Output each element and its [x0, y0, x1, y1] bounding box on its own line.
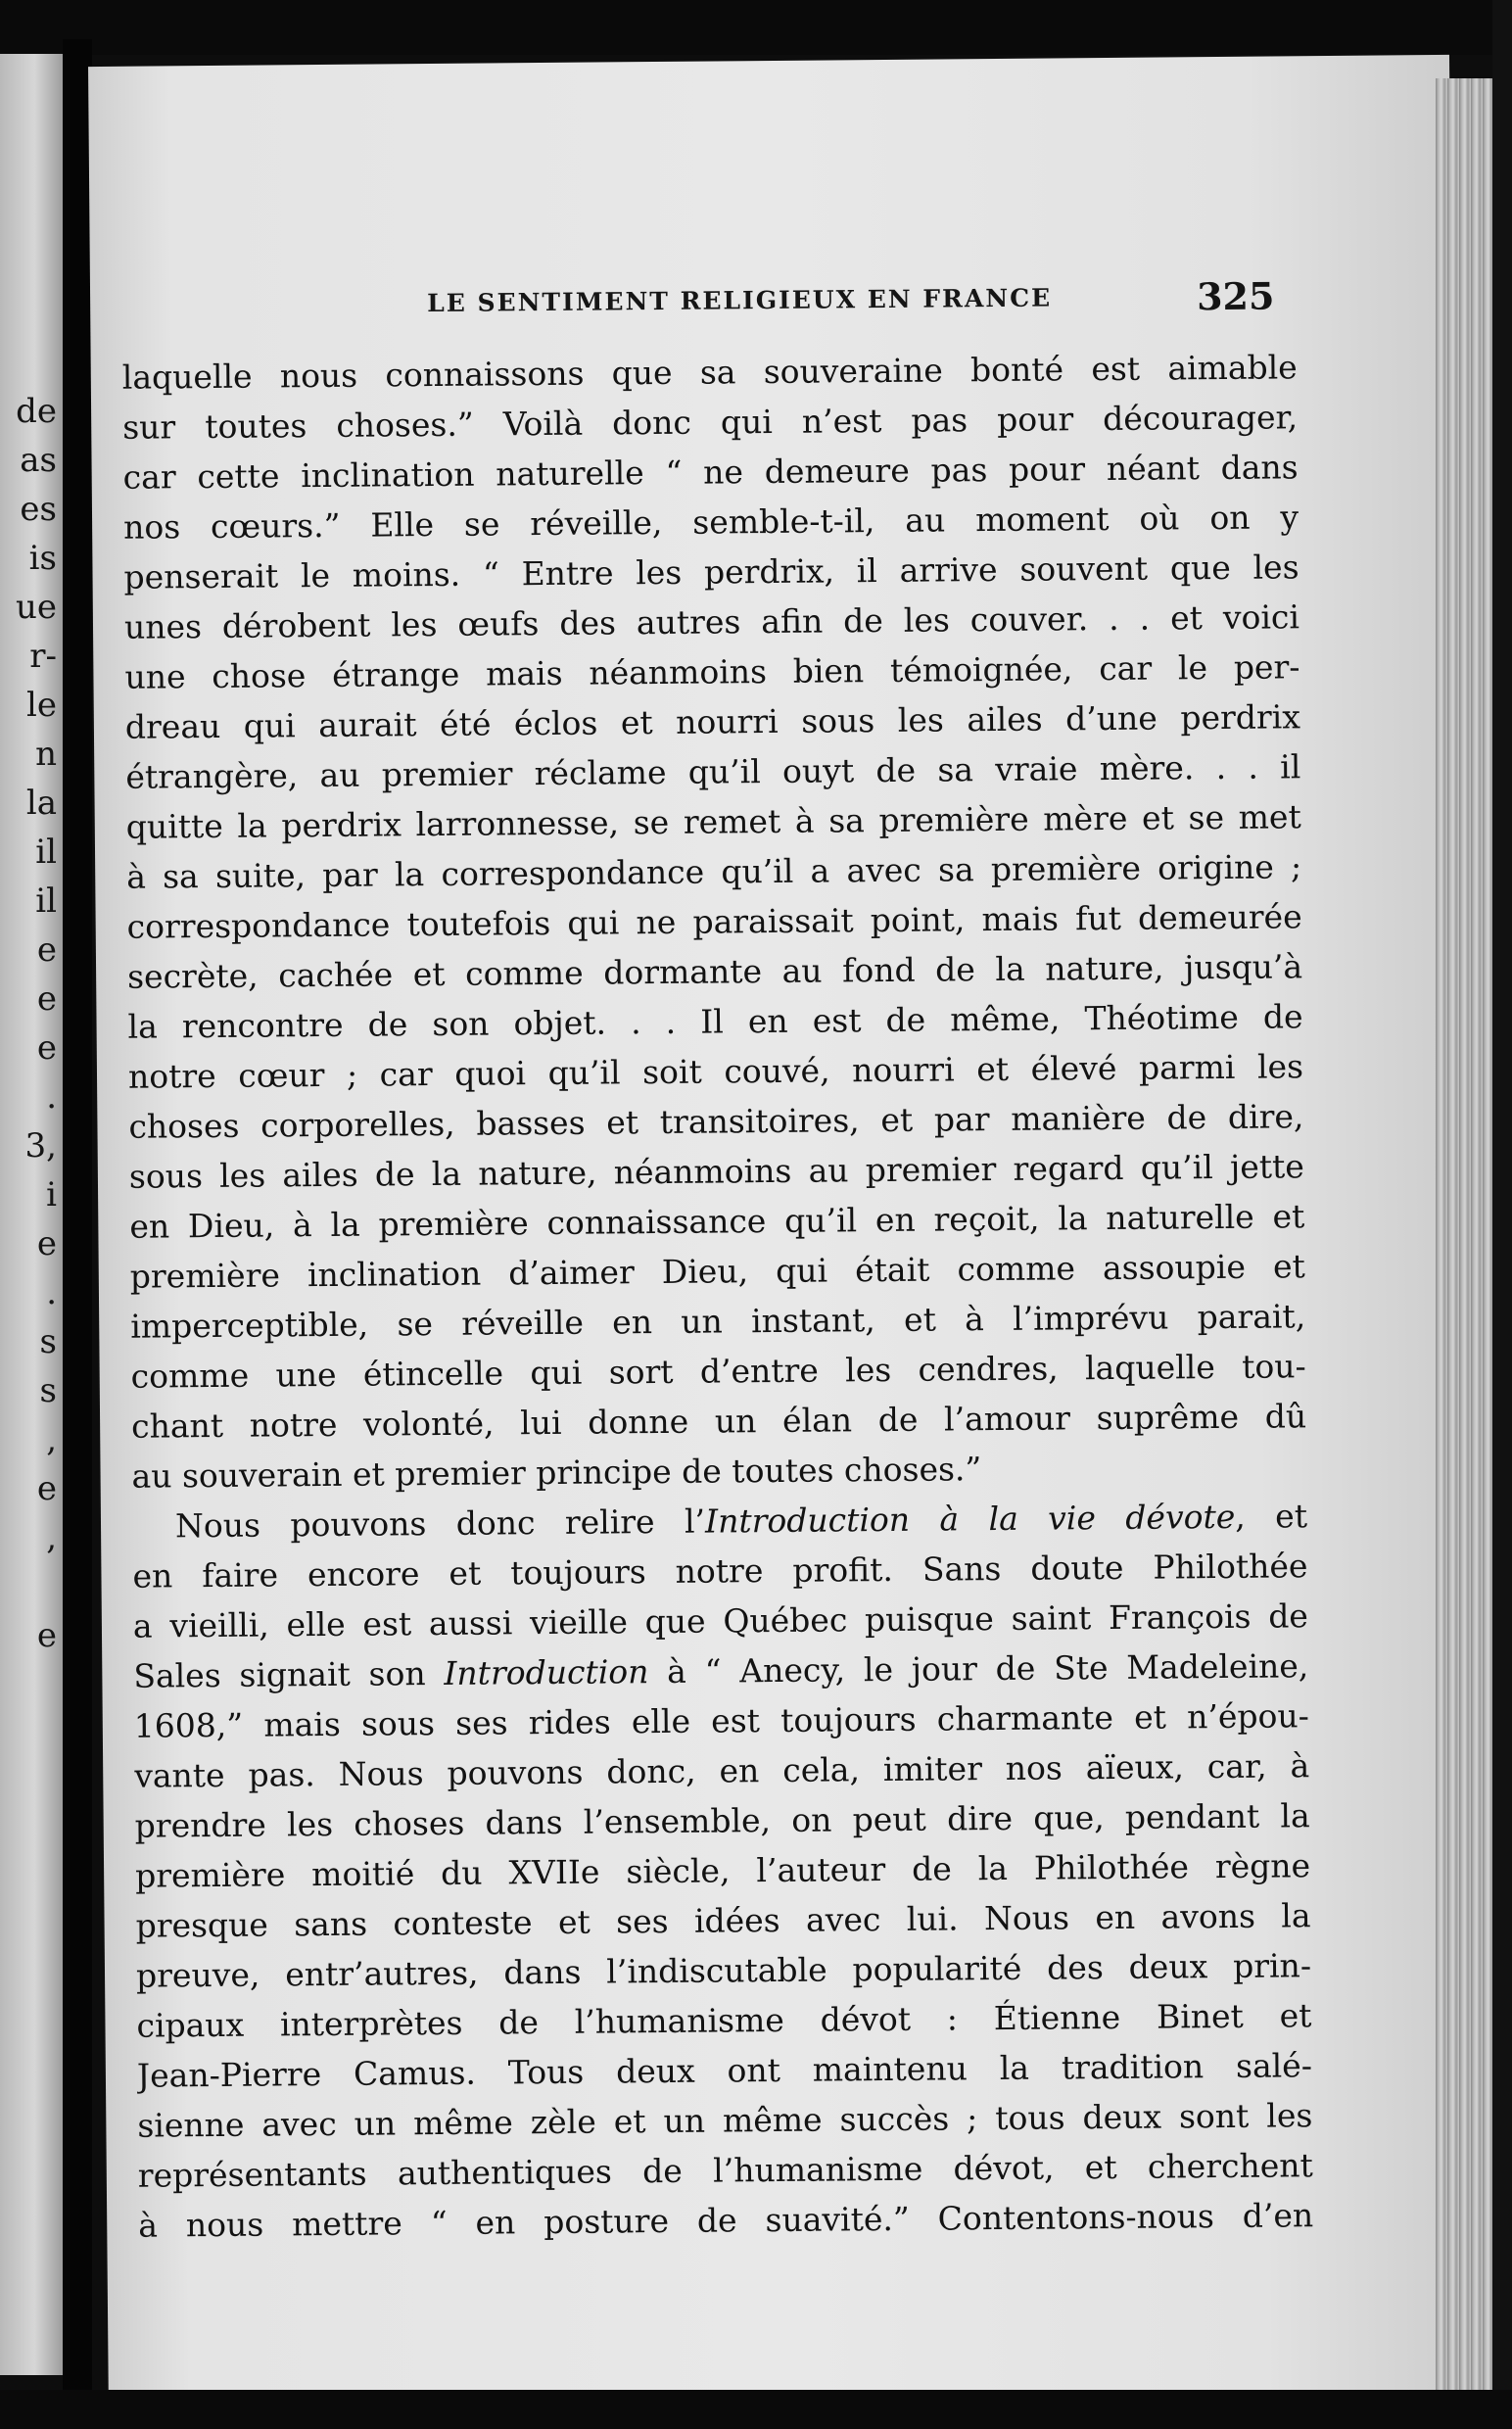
previous-page-fragment: n	[35, 735, 57, 774]
text-line: car cette inclination naturelle “ ne demeure pas pour néant dans	[122, 448, 1299, 497]
text-line: en faire encore et toujours notre profit. Sans doute Philothée	[132, 1547, 1308, 1596]
text-line: à nous mettre “ en posture de suavité.” Contentons-nous d’en	[138, 2196, 1314, 2245]
text-line: laquelle nous connaissons que sa souveraine bonté est aimable	[121, 348, 1298, 397]
text-line: étrangère, au premier réclame qu’il ouyt de sa vraie mère. . . il	[125, 747, 1301, 796]
scan-top-border	[0, 0, 1512, 55]
text-line: secrète, cachée et comme dormante au fond de la nature, jusqu’à	[126, 947, 1303, 996]
text-line: imperceptible, se réveille en un instant, et à l’imprévu parait,	[130, 1297, 1306, 1346]
previous-page-fragment: e	[36, 1469, 57, 1508]
text-line: Jean-Pierre Camus. Tous deux ont maintenu la tradition salé-	[136, 2046, 1313, 2095]
text-line: 1608,” mais sous ses rides elle est toujours charmante et n’épou-	[133, 1696, 1309, 1745]
previous-page-fragment: il	[35, 833, 57, 872]
previous-page-fragment: le	[26, 686, 57, 725]
previous-page-fragment: e	[36, 1616, 57, 1655]
previous-page-fragment: ,	[46, 1420, 57, 1459]
text-line: correspondance toutefois qui ne paraissait point, mais fut demeurée	[126, 897, 1302, 946]
previous-page-fragment: e	[36, 930, 57, 970]
previous-page-fragment: e	[36, 979, 57, 1019]
text-line: première inclination d’aimer Dieu, qui était comme assoupie et	[129, 1247, 1305, 1296]
text-line: prendre les choses dans l’ensemble, on peut dire que, pendant la	[134, 1796, 1310, 1845]
text-line: penserait le moins. “ Entre les perdrix, il arrive souvent que les	[123, 548, 1299, 596]
previous-page-fragment: is	[28, 539, 57, 578]
previous-page-fragment: 3,	[24, 1126, 57, 1166]
previous-page-fragment: il	[35, 881, 57, 921]
text-line: première moitié du XVIIe siècle, l’auteur de la Philothée règne	[134, 1846, 1311, 1895]
previous-page-fragment: la	[25, 784, 57, 823]
book-title-italic: Introduction à la vie dévote	[704, 1497, 1236, 1541]
text-line: sous les ailes de la nature, néanmoins au premier regard qu’il jette	[128, 1147, 1305, 1196]
previous-page-fragment: as	[20, 441, 57, 480]
text-line: à sa suite, par la correspondance qu’il a avec sa première origine ;	[126, 847, 1302, 896]
text-line: représentants authentiques de l’humanisme dévot, et cherchent	[137, 2146, 1313, 2195]
previous-page-fragment: .	[46, 1077, 57, 1117]
previous-page-text-fragments	[0, 387, 61, 1954]
previous-page-fragment: .	[46, 1273, 57, 1312]
book-gutter	[63, 39, 92, 2390]
text-line: Nous pouvons donc relire l’Introduction à la vie dévote, et	[174, 1497, 1308, 1546]
text-line: dreau qui aurait été éclos et nourri sous les ailes d’une perdrix	[124, 697, 1301, 746]
text-line: notre cœur ; car quoi qu’il soit couvé, nourri et élevé parmi les	[127, 1047, 1304, 1096]
text-line: au souverain et premier principe de toutes choses.”	[131, 1450, 982, 1496]
previous-page-fragment: e	[36, 1224, 57, 1263]
previous-page-fragment	[0, 1562, 61, 1611]
text-line: preuve, entr’autres, dans l’indiscutable popularité des deux prin-	[135, 1946, 1312, 1995]
previous-page-fragment: s	[39, 1322, 57, 1361]
previous-page-fragment: i	[46, 1175, 57, 1214]
previous-page-edge	[0, 54, 63, 2375]
text-line: unes dérobent les œufs des autres afin de les couver. . . et voici	[123, 597, 1300, 646]
text-line: en Dieu, à la première connaissance qu’il en reçoit, la naturelle et	[129, 1197, 1305, 1246]
text-line: presque sans conteste et ses idées avec lui. Nous en avons la	[135, 1896, 1311, 1945]
previous-page-fragment: ue	[15, 588, 57, 627]
text-line: a vieilli, elle est aussi vieille que Québec puisque saint François de	[132, 1596, 1309, 1645]
text-line: sienne avec un même zèle et un même succès ; tous deux sont les	[137, 2096, 1313, 2145]
scan-bottom-border	[0, 2390, 1512, 2429]
previous-page-fragment: e	[36, 1028, 57, 1068]
text-line: choses corporelles, basses et transitoires, et par manière de dire,	[128, 1097, 1304, 1146]
book-title-italic: Introduction	[444, 1652, 649, 1692]
text-line: une chose étrange mais néanmoins bien témoignée, car le per-	[124, 647, 1300, 696]
previous-page-fragment: de	[16, 392, 57, 431]
text-line: nos cœurs.” Elle se réveille, semble-t-il, au moment où on y	[122, 498, 1299, 547]
text-line: chant notre volonté, lui donne un élan de l’amour suprême dû	[130, 1397, 1307, 1446]
text-line: la rencontre de son objet. . . Il en est de même, Théotime de	[127, 997, 1303, 1046]
previous-page-fragment: ,	[46, 1518, 57, 1557]
book-page	[88, 55, 1470, 2407]
previous-page-fragment: es	[20, 490, 57, 529]
text-line: comme une étincelle qui sort d’entre les cendres, laquelle tou-	[130, 1347, 1306, 1396]
text-line: quitte la perdrix larronnesse, se remet à sa première mère et se met	[125, 797, 1301, 846]
running-head: LE SENTIMENT RELIGIEUX EN FRANCE	[427, 283, 1053, 318]
previous-page-fragment: s	[39, 1371, 57, 1410]
text-line: cipaux interprètes de l’humanisme dévot : Étienne Binet et	[136, 1996, 1312, 2045]
page-number: 325	[1196, 273, 1275, 319]
text-line: Sales signait son Introduction à “ Anecy, le jour de Ste Madeleine,	[133, 1646, 1309, 1695]
text-line: sur toutes choses.” Voilà donc qui n’est pas pour décourager,	[122, 398, 1299, 447]
text-line: vante pas. Nous pouvons donc, en cela, imiter nos aïeux, car, à	[134, 1746, 1310, 1795]
previous-page-fragment: r-	[29, 637, 57, 676]
scan-right-border	[1492, 0, 1512, 2429]
body-text	[122, 342, 1314, 2250]
